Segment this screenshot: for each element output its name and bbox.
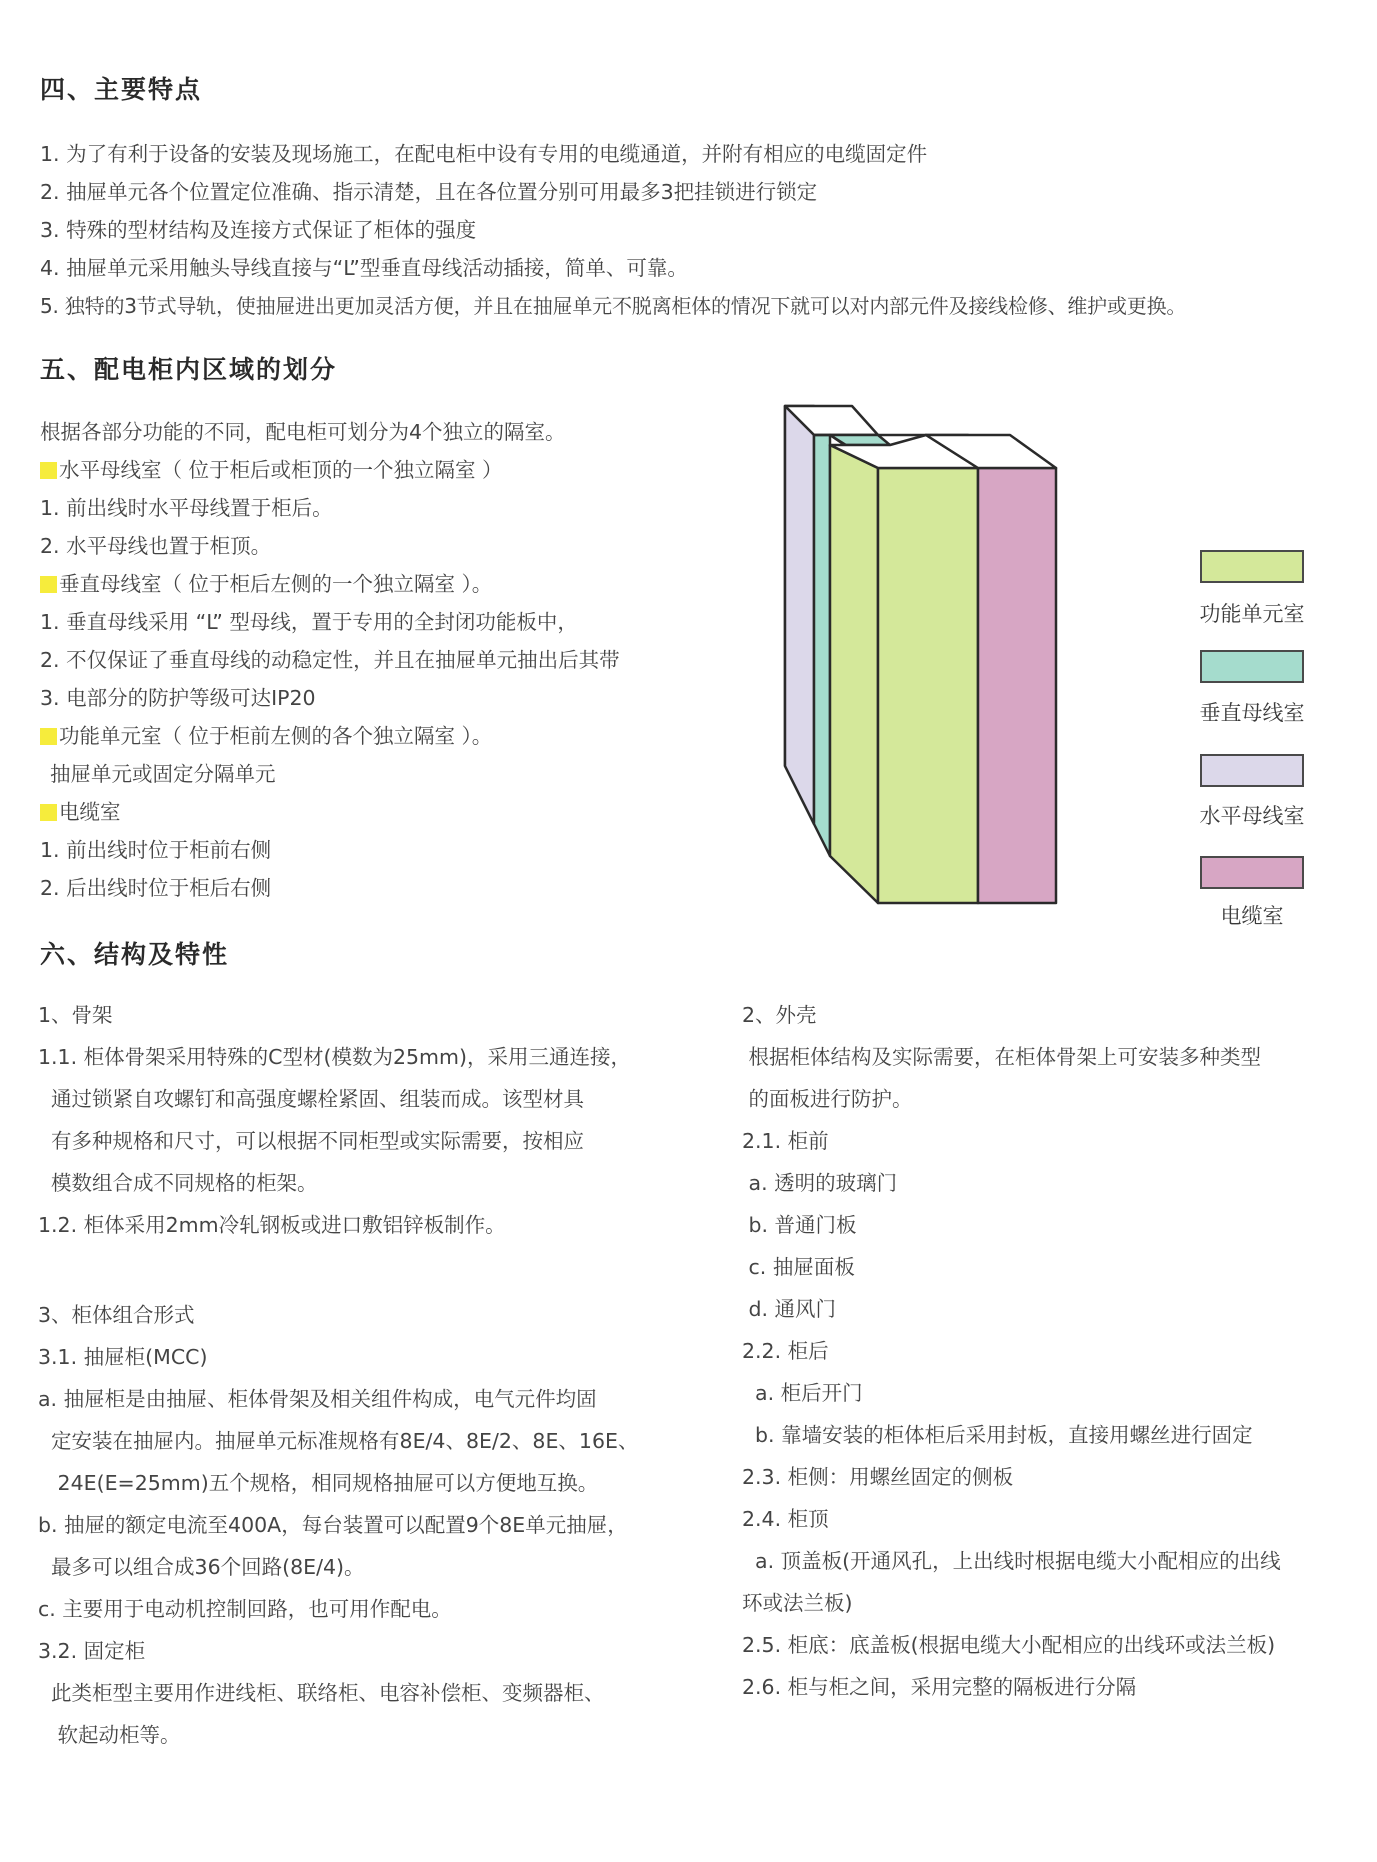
section-6-title: 六、结构及特性 (40, 940, 230, 969)
structure-line: 3.1. 抽屉柜(MCC) (38, 1345, 208, 1369)
yellow-marker-icon (40, 728, 57, 745)
enclosure-line: 2.3. 柜侧：用螺丝固定的侧板 (742, 1465, 1014, 1489)
structure-line: 此类柜型主要用作进线柜、联络柜、电容补偿柜、变频器柜、 (38, 1681, 605, 1705)
compartment-item: 3. 电部分的防护等级可达IP20 (40, 686, 316, 710)
legend-label-cable: 电缆室 (1220, 904, 1284, 928)
vertical-busbar-top (830, 435, 890, 445)
enclosure-line: b. 靠墙安装的柜体柜后采用封板，直接用螺丝进行固定 (742, 1423, 1253, 1447)
enclosure-line: 2、外壳 (742, 1003, 817, 1027)
cable-compartment (978, 468, 1056, 903)
compartment-item: 1. 前出线时水平母线置于柜后。 (40, 496, 333, 520)
enclosure-line: 的面板进行防护。 (742, 1087, 913, 1111)
enclosure-line: 根据柜体结构及实际需要，在柜体骨架上可安装多种类型 (742, 1045, 1262, 1069)
structure-line: 3、柜体组合形式 (38, 1303, 195, 1327)
compartment-heading-horizontal: 水平母线室（ 位于柜后或柜顶的一个独立隔室 ） (40, 456, 503, 484)
structure-line: 24E(E=25mm)五个规格，相同规格抽屉可以方便地互换。 (38, 1471, 599, 1495)
enclosure-line: 环或法兰板) (742, 1591, 853, 1615)
compartment-heading-function: 功能单元室（ 位于柜前左侧的各个独立隔室 ）。 (40, 722, 492, 750)
structure-line: 软起动柜等。 (38, 1723, 181, 1747)
enclosure-line: b. 普通门板 (742, 1213, 857, 1237)
structure-line: 3.2. 固定柜 (38, 1639, 146, 1663)
feature-item-5: 5. 独特的3节式导轨，使抽屉进出更加灵活方便，并且在抽屉单元不脱离柜体的情况下就可以对内部元件及接线检修、维护或更换。 (40, 294, 1187, 318)
section-5-intro: 根据各部分功能的不同，配电柜可划分为4个独立的隔室。 (40, 420, 566, 444)
enclosure-line: 2.5. 柜底：底盖板(根据电缆大小配相应的出线环或法兰板) (742, 1633, 1276, 1657)
structure-line: 最多可以组合成36个回路(8E/4)。 (38, 1555, 365, 1579)
legend-swatch-cable (1200, 856, 1304, 889)
structure-line: 1.2. 柜体采用2mm冷轧钢板或进口敷铝锌板制作。 (38, 1213, 506, 1237)
enclosure-line: a. 顶盖板(开通风孔，上出线时根据电缆大小配相应的出线 (742, 1549, 1281, 1573)
legend-swatch-vertical (1200, 650, 1304, 683)
horizontal-busbar-side (785, 406, 814, 824)
legend-label-horizontal: 水平母线室 (1199, 804, 1305, 828)
enclosure-line: d. 通风门 (742, 1297, 837, 1321)
vertical-busbar-compartment (814, 435, 830, 856)
structure-line: 模数组合成不同规格的柜架。 (38, 1171, 318, 1195)
compartment-item: 2. 水平母线也置于柜顶。 (40, 534, 272, 558)
enclosure-line: 2.2. 柜后 (742, 1339, 829, 1363)
enclosure-line: a. 柜后开门 (742, 1381, 863, 1405)
structure-line: c. 主要用于电动机控制回路，也可用作配电。 (38, 1597, 452, 1621)
yellow-marker-icon (40, 804, 57, 821)
feature-item-1: 1. 为了有利于设备的安装及现场施工，在配电柜中设有专用的电缆通道，并附有相应的电缆固定件 (40, 142, 928, 166)
structure-line: 定安装在抽屉内。抽屉单元标准规格有8E/4、8E/2、8E、16E、 (38, 1429, 639, 1453)
structure-line: 通过锁紧自攻螺钉和高强度螺栓紧固、组装而成。该型材具 (38, 1087, 585, 1111)
compartment-item: 2. 后出线时位于柜后右侧 (40, 876, 272, 900)
legend-label-vertical: 垂直母线室 (1199, 701, 1305, 725)
structure-line: 有多种规格和尺寸，可以根据不同柜型或实际需要，按相应 (38, 1129, 585, 1153)
section-5-title: 五、配电柜内区域的划分 (40, 355, 338, 384)
enclosure-line: 2.6. 柜与柜之间，采用完整的隔板进行分隔 (742, 1675, 1137, 1699)
cabinet-diagram (780, 400, 1100, 910)
feature-item-3: 3. 特殊的型材结构及连接方式保证了柜体的强度 (40, 218, 477, 242)
section-4-title: 四、主要特点 (40, 75, 203, 104)
enclosure-line: c. 抽屉面板 (742, 1255, 855, 1279)
structure-line: 1、骨架 (38, 1003, 113, 1027)
yellow-marker-icon (40, 576, 57, 593)
compartment-item: 2. 不仅保证了垂直母线的动稳定性，并且在抽屉单元抽出后其带 (40, 648, 620, 672)
compartment-item: 抽屉单元或固定分隔单元 (50, 762, 276, 786)
enclosure-line: a. 透明的玻璃门 (742, 1171, 898, 1195)
structure-line: a. 抽屉柜是由抽屉、柜体骨架及相关组件构成，电气元件均固 (38, 1387, 597, 1411)
legend-swatch-function (1200, 550, 1304, 583)
structure-line: b. 抽屉的额定电流至400A，每台装置可以配置9个8E单元抽屉， (38, 1513, 628, 1537)
compartment-item: 1. 前出线时位于柜前右侧 (40, 838, 272, 862)
legend-label-function: 功能单元室 (1199, 602, 1305, 626)
structure-line: 1.1. 柜体骨架采用特殊的C型材(模数为25mm)，采用三通连接， (38, 1045, 631, 1069)
feature-item-4: 4. 抽屉单元采用触头导线直接与“L”型垂直母线活动插接，简单、可靠。 (40, 256, 688, 280)
compartment-item: 1. 垂直母线采用 “L” 型母线，置于专用的全封闭功能板中， (40, 610, 578, 634)
enclosure-line: 2.1. 柜前 (742, 1129, 829, 1153)
functional-unit-side (830, 445, 878, 903)
functional-unit-compartment (878, 468, 978, 903)
feature-item-2: 2. 抽屉单元各个位置定位准确、指示清楚，且在各位置分别可用最多3把挂锁进行锁定 (40, 180, 818, 204)
yellow-marker-icon (40, 462, 57, 479)
compartment-heading-vertical: 垂直母线室（ 位于柜后左侧的一个独立隔室 ）。 (40, 570, 492, 598)
compartment-heading-cable: 电缆室 (40, 798, 121, 826)
enclosure-line: 2.4. 柜顶 (742, 1507, 829, 1531)
legend-swatch-horizontal (1200, 754, 1304, 787)
